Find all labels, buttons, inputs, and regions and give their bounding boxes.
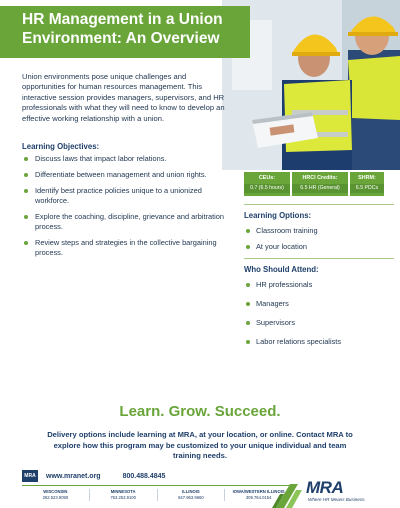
audience-heading: Who Should Attend: bbox=[244, 265, 319, 274]
bullet-icon bbox=[246, 229, 250, 233]
tagline: Learn. Grow. Succeed. bbox=[119, 403, 281, 420]
bullet-icon bbox=[24, 189, 28, 193]
office-item: WISCONSIN 262.523.9090 bbox=[22, 489, 90, 501]
bullet-icon bbox=[24, 157, 28, 161]
bullet-icon bbox=[246, 283, 250, 287]
bullet-icon bbox=[24, 215, 28, 219]
footer-rule bbox=[22, 485, 292, 486]
bullet-icon bbox=[246, 321, 250, 325]
list-item: Supervisors bbox=[244, 318, 394, 328]
website-link[interactable]: www.mranet.org bbox=[46, 472, 101, 480]
credit-box-ceus: CEUs: 0.7 (6.5 hours) bbox=[244, 172, 290, 196]
objectives-list bbox=[22, 154, 227, 264]
list-item: Classroom training bbox=[244, 226, 394, 236]
mra-logo bbox=[304, 478, 384, 506]
list-item: Labor relations specialists bbox=[244, 337, 394, 347]
footer bbox=[0, 470, 400, 508]
list-item: Differentiate between management and union rights. bbox=[22, 170, 227, 180]
credits-boxes bbox=[244, 172, 384, 196]
list-item: Identify best practice policies unique to a unionized workforce. bbox=[22, 186, 227, 206]
bullet-icon bbox=[246, 245, 250, 249]
right-column bbox=[244, 200, 394, 356]
list-item: Review steps and strategies in the collective bargaining process. bbox=[22, 238, 227, 258]
delivery-text: Delivery options include learning at MRA, at your location, or online. Contact MRA to explore how this program may be customized to your unique individual and team training needs. bbox=[47, 430, 353, 460]
green-stripes-icon bbox=[272, 484, 302, 508]
office-item: MINNESOTA 763.253.9100 bbox=[90, 489, 158, 501]
mra-mini-logo-icon: MRA bbox=[22, 470, 38, 482]
credit-box-hrci: HRCI Credits: 6.5 HR (General) bbox=[292, 172, 348, 196]
objectives-heading: Learning Objectives: bbox=[22, 142, 100, 151]
divider bbox=[244, 258, 394, 259]
brand-name: MRA bbox=[306, 478, 344, 497]
list-item: Managers bbox=[244, 299, 394, 309]
phone-number: 800.488.4845 bbox=[122, 472, 166, 480]
office-list bbox=[22, 489, 292, 501]
footer-contact bbox=[22, 470, 165, 482]
divider bbox=[244, 204, 394, 205]
list-item: At your location bbox=[244, 242, 394, 252]
audience-list bbox=[244, 280, 394, 347]
office-item: IOWA/WESTERN ILLINOIS 309.764.0154 bbox=[232, 489, 285, 500]
bullet-icon bbox=[246, 340, 250, 344]
intro-paragraph: Union environments pose unique challenges and opportunities for human resources management. This interactive session provides managers, supervisors, and HR professionals with what they will need to know to develop an effective working relationship with a union. bbox=[22, 72, 225, 123]
list-item: Explore the coaching, discipline, grievance and arbitration process. bbox=[22, 212, 227, 232]
options-heading: Learning Options: bbox=[244, 211, 312, 220]
list-item: Discuss laws that impact labor relations. bbox=[22, 154, 227, 164]
brand-tagline: Where HR Means Business. bbox=[308, 497, 366, 502]
bullet-icon bbox=[24, 173, 28, 177]
bullet-icon bbox=[246, 302, 250, 306]
options-list bbox=[244, 226, 394, 252]
credit-box-shrm: SHRM: 6.5 PDCs bbox=[350, 172, 384, 196]
bullet-icon bbox=[24, 241, 28, 245]
page-title: HR Management in a Union Environment: An Overview bbox=[22, 11, 223, 47]
list-item: HR professionals bbox=[244, 280, 394, 290]
office-item: ILLINOIS 847.963.9660 bbox=[158, 489, 226, 501]
